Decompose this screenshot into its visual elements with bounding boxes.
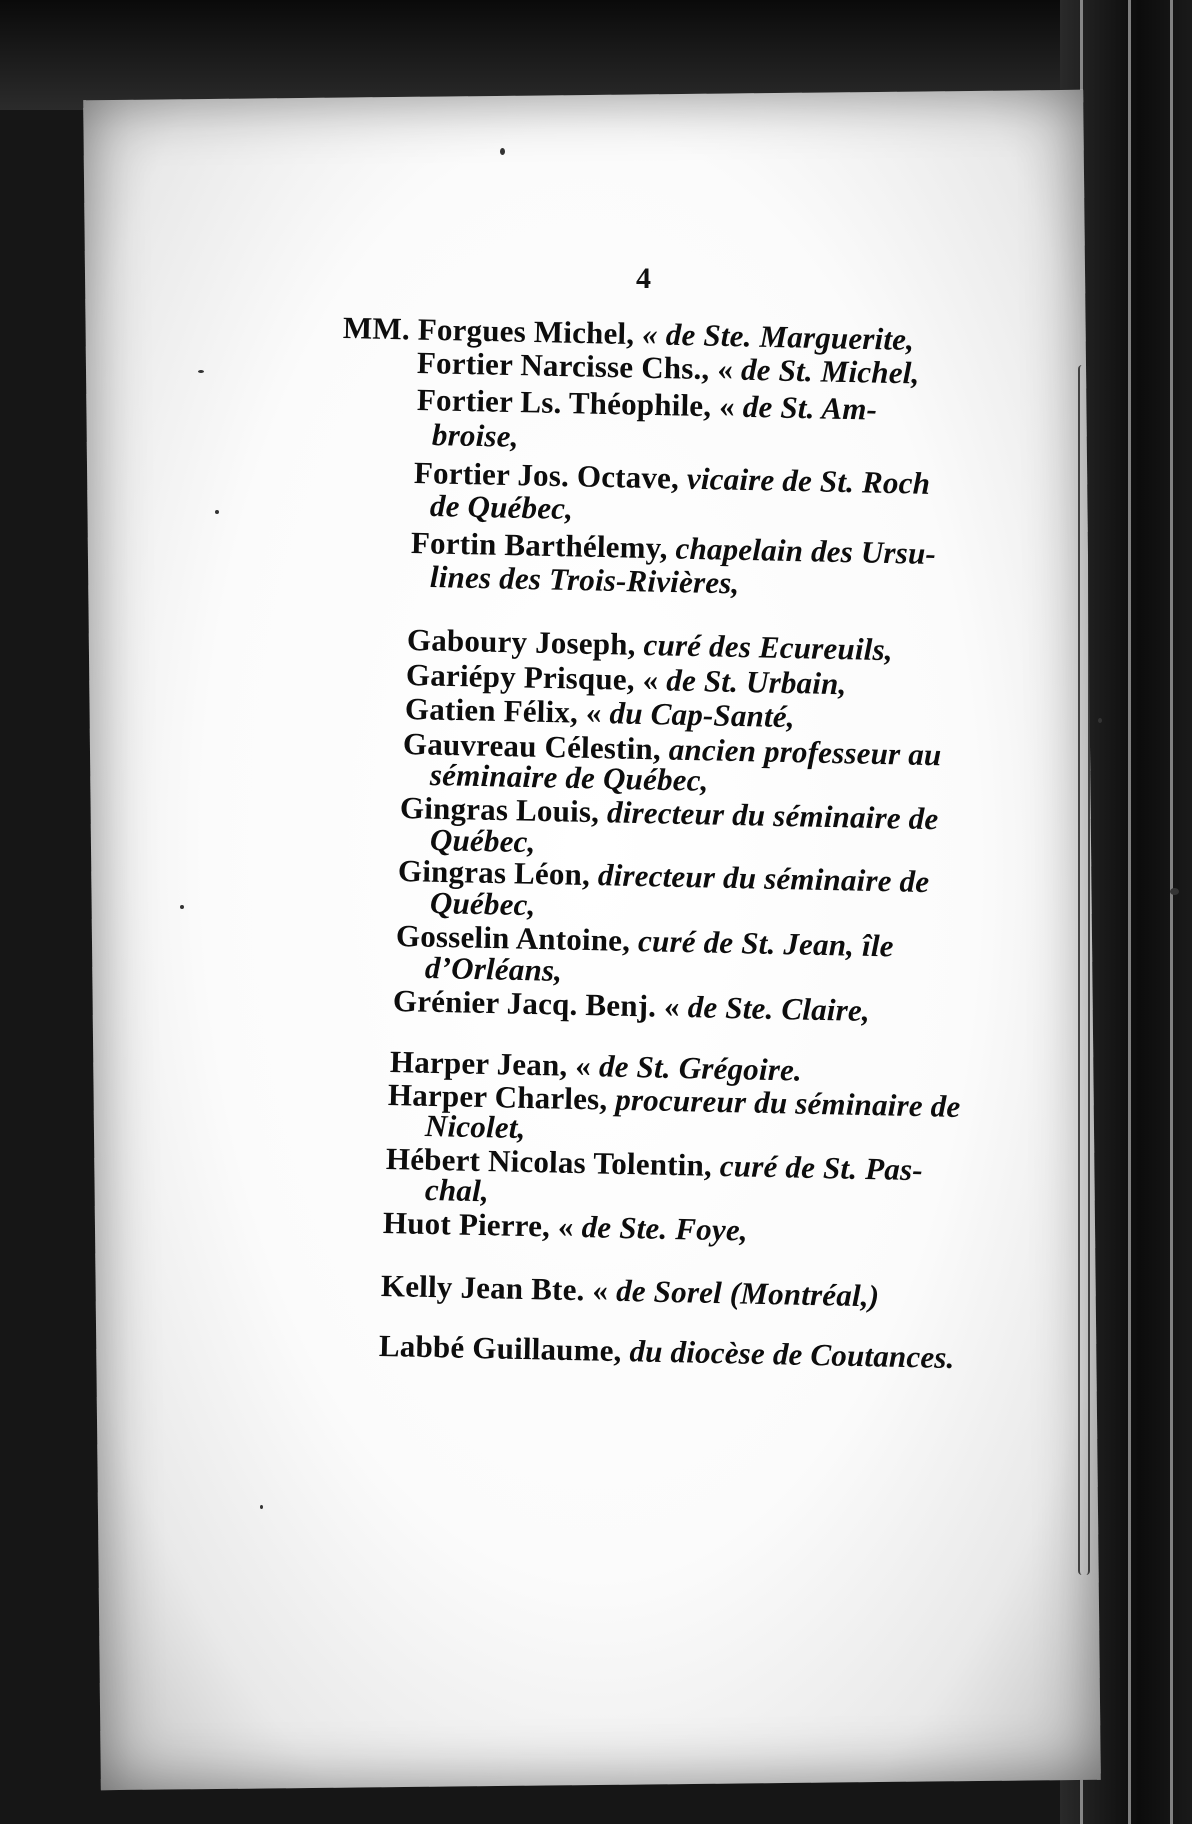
entry-line: Québec, (429, 822, 536, 860)
entry-line: Fortier Narcisse Chs., « de St. Michel, (416, 345, 920, 391)
entry-line: Grénier Jacq. Benj. « de Ste. Claire, (392, 983, 871, 1028)
entry-line: Gosselin Antoine, curé de St. Jean, île (395, 918, 895, 964)
entry-line: Labbé Guillaume, du diocèse de Coutances. (378, 1328, 955, 1376)
entry-line: lines des Trois-Rivières, (429, 559, 740, 601)
entry-line: Fortin Barthélemy, chapelain des Ursu- (410, 525, 937, 571)
entry-line: de Québec, (429, 488, 574, 526)
entry-line: d’Orléans, (424, 950, 563, 988)
entry-line: MM. Forgues Michel, « de Ste. Marguerite, (342, 310, 915, 357)
scan-speck (180, 905, 184, 909)
scan-speck (500, 148, 505, 155)
entry-line: Gingras Louis, directeur du séminaire de (399, 790, 939, 837)
entry-line: Gariépy Prisque, « de St. Urbain, (405, 657, 847, 702)
scan-speck (1170, 888, 1179, 895)
entry-line: Gauvreau Célestin, ancien professeur au (402, 726, 942, 773)
page-number: 4 (636, 262, 651, 295)
scan-speck (1098, 718, 1102, 723)
entry-line: Harper Jean, « de St. Grégoire. (389, 1044, 803, 1088)
entry-line: Fortier Ls. Théophile, « de St. Am- (416, 382, 878, 427)
entry-line: Gingras Léon, directeur du séminaire de (397, 853, 930, 900)
entry-line: Kelly Jean Bte. « de Sorel (Montréal,) (380, 1268, 880, 1314)
entry-line: Fortier Jos. Octave, vicaire de St. Roch (413, 455, 931, 501)
entry-line: broise, (431, 417, 520, 454)
entry-line: Gatien Félix, « du Cap-Santé, (404, 691, 796, 735)
entry-line: Hébert Nicolas Tolentin, curé de St. Pas- (385, 1141, 924, 1188)
scan-speck (198, 370, 204, 373)
scan-speck (215, 510, 219, 514)
entry-line: Harper Charles, procureur du séminaire de (387, 1077, 961, 1124)
entry-line: chal, (424, 1172, 490, 1209)
entry-line: Huot Pierre, « de Ste. Foye, (382, 1205, 749, 1248)
entry-line: Nicolet, (424, 1108, 526, 1146)
entry-line: Québec, (429, 885, 536, 923)
entry-line: séminaire de Québec, (429, 757, 709, 798)
entry-line: Gaboury Joseph, curé des Ecureuils, (406, 622, 894, 668)
scan-speck (260, 1505, 263, 1509)
